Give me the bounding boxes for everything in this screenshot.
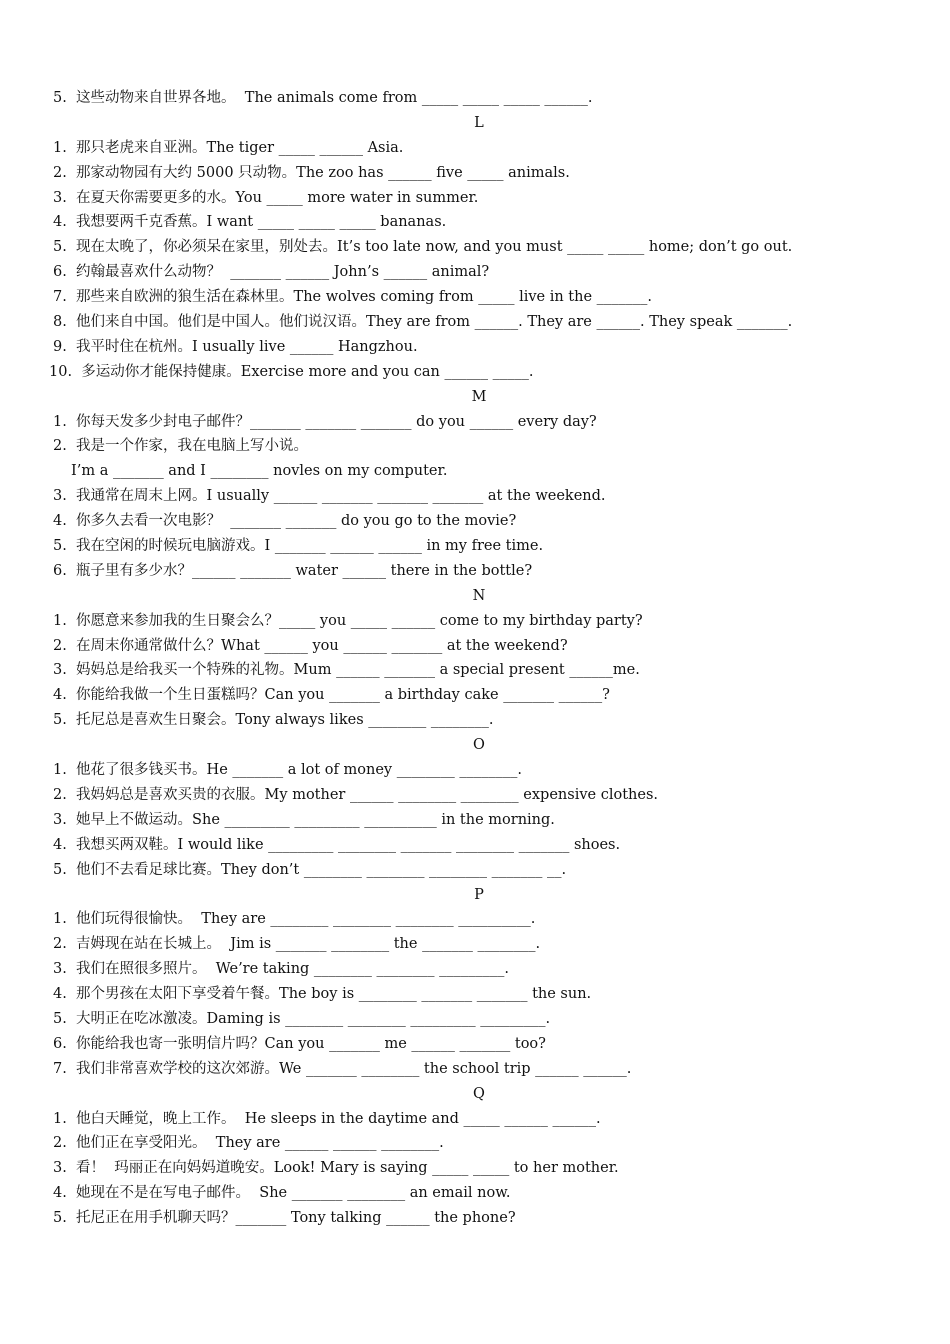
exercise-item: 4. 你能给我做一个生日蛋糕吗？Can you _______ a birthday cake _______ ______?: [53, 687, 610, 704]
exercise-item: 3. 妈妈总是给我买一个特殊的礼物。Mum ______ _______ a special present ______me.: [53, 662, 640, 679]
exercise-item: 3. 我们在照很多照片。 We’re taking ________ ________ _________.: [53, 961, 510, 978]
exercise-item: 2. 在周末你通常做什么？What ______ you ______ _______ at the weekend?: [53, 637, 568, 654]
exercise-item: 5. 他们不去看足球比赛。They don’t ________ ________ ________ _______ __.: [53, 861, 567, 878]
exercise-item: 1. 他花了很多钱买书。He _______ a lot of money ________ ________.: [53, 762, 522, 779]
exercise-item: 4. 我想买两双鞋。I would like _________ ________ _______ ________ _______ shoes.: [53, 836, 621, 853]
exercise-item: 4. 我想要两千克香蕉。I want _____ _____ _____ bananas.: [53, 214, 447, 231]
section-heading-p: P: [474, 886, 484, 903]
exercise-item: 5. 托尼正在用手机聊天吗？_______ Tony talking ______ the phone?: [53, 1210, 516, 1227]
exercise-item: 6. 约翰最喜欢什么动物？ _______ ______ John’s ______ animal?: [53, 264, 490, 281]
section-heading-o: O: [473, 737, 485, 754]
exercise-item: 6. 你能给我也寄一张明信片吗？Can you _______ me ______ _______ too?: [53, 1035, 546, 1052]
exercise-item: 5. 我在空闲的时候玩电脑游戏。I _______ ______ ______ in my free time.: [53, 538, 544, 555]
exercise-item: 5. 托尼总是喜欢生日聚会。Tony always likes ________ ________.: [53, 712, 494, 729]
exercise-item: 1. 他们玩得很愉快。 They are ________ ________ ________ __________.: [53, 911, 536, 928]
exercise-item: 1. 他白天睡觉，晚上工作。 He sleeps in the daytime and _____ ______ ______.: [53, 1110, 601, 1127]
exercise-item: 2. 那家动物园有大约 5000 只动物。The zoo has ______ five _____ animals.: [53, 164, 570, 181]
section-heading-q: Q: [473, 1085, 485, 1102]
exercise-item: 9. 我平时住在杭州。I usually live ______ Hangzhou.: [53, 338, 418, 355]
exercise-item: 4. 你多久去看一次电影？ _______ _______ do you go to the movie?: [53, 513, 517, 530]
exercise-item: 3. 在夏天你需要更多的水。You _____ more water in summer.: [53, 189, 479, 206]
exercise-item: 4. 那个男孩在太阳下享受着午餐。The boy is ________ _______ _______ the sun.: [53, 986, 592, 1003]
exercise-item-continuation: I’m a _______ and I ________ novles on my computer.: [71, 463, 448, 480]
section-heading-m: M: [471, 388, 487, 405]
section-heading-n: N: [472, 587, 486, 604]
exercise-item: 4. 她现在不是在写电子邮件。 She _______ ________ an email now.: [53, 1185, 511, 1202]
exercise-item: 2. 我是一个作家，我在电脑上写小说。: [53, 438, 309, 455]
section-heading-l: L: [474, 114, 484, 131]
exercise-item: 3. 她早上不做运动。She _________ _________ __________ in the morning.: [53, 811, 555, 828]
exercise-item: 1. 你每天发多少封电子邮件？_______ _______ _______ do you ______ every day?: [53, 413, 597, 430]
exercise-item: 8. 他们来自中国。他们是中国人。他们说汉语。They are from ______. They are ______. They speak _______.: [53, 314, 793, 331]
exercise-item: 5. 现在太晚了，你必须呆在家里，别处去。It’s too late now, and you must _____ _____ home; don’t go out.: [53, 239, 793, 256]
exercise-item: 1. 你愿意来参加我的生日聚会么？_____ you _____ ______ come to my birthday party?: [53, 612, 643, 629]
exercise-item: 6. 瓶子里有多少水？______ _______ water ______ there in the bottle?: [53, 562, 533, 579]
exercise-item: 10. 多运动你才能保持健康。Exercise more and you can ______ _____.: [49, 363, 534, 380]
exercise-item: 7. 那些来自欧洲的狼生活在森林里。The wolves coming from _____ live in the _______.: [53, 289, 653, 306]
exercise-item: 7. 我们非常喜欢学校的这次郊游。We _______ ________ the school trip ______ ______.: [53, 1060, 632, 1077]
exercise-item: 2. 他们正在享受阳光。 They are ______ ______ ________.: [53, 1135, 444, 1152]
exercise-item: 3. 我通常在周末上网。I usually ______ _______ _______ _______ at the weekend.: [53, 488, 606, 505]
exercise-item: 5. 大明正在吃冰激凌。Daming is ________ ________ _________ _________.: [53, 1010, 551, 1027]
exercise-item: 1. 那只老虎来自亚洲。The tiger _____ ______ Asia.: [53, 139, 404, 156]
exercise-item: 2. 我妈妈总是喜欢买贵的衣服。My mother ______ ________ ________ expensive clothes.: [53, 786, 658, 803]
exercise-item: 3. 看！ 玛丽正在向妈妈道晚安。Look! Mary is saying _____ _____ to her mother.: [53, 1160, 619, 1177]
exercise-item: 5. 这些动物来自世界各地。 The animals come from _____ _____ _____ ______.: [53, 90, 593, 106]
exercise-item: 2. 吉姆现在站在长城上。 Jim is _______ ________ the _______ ________.: [53, 936, 541, 953]
worksheet-content: [0, 86, 950, 1231]
